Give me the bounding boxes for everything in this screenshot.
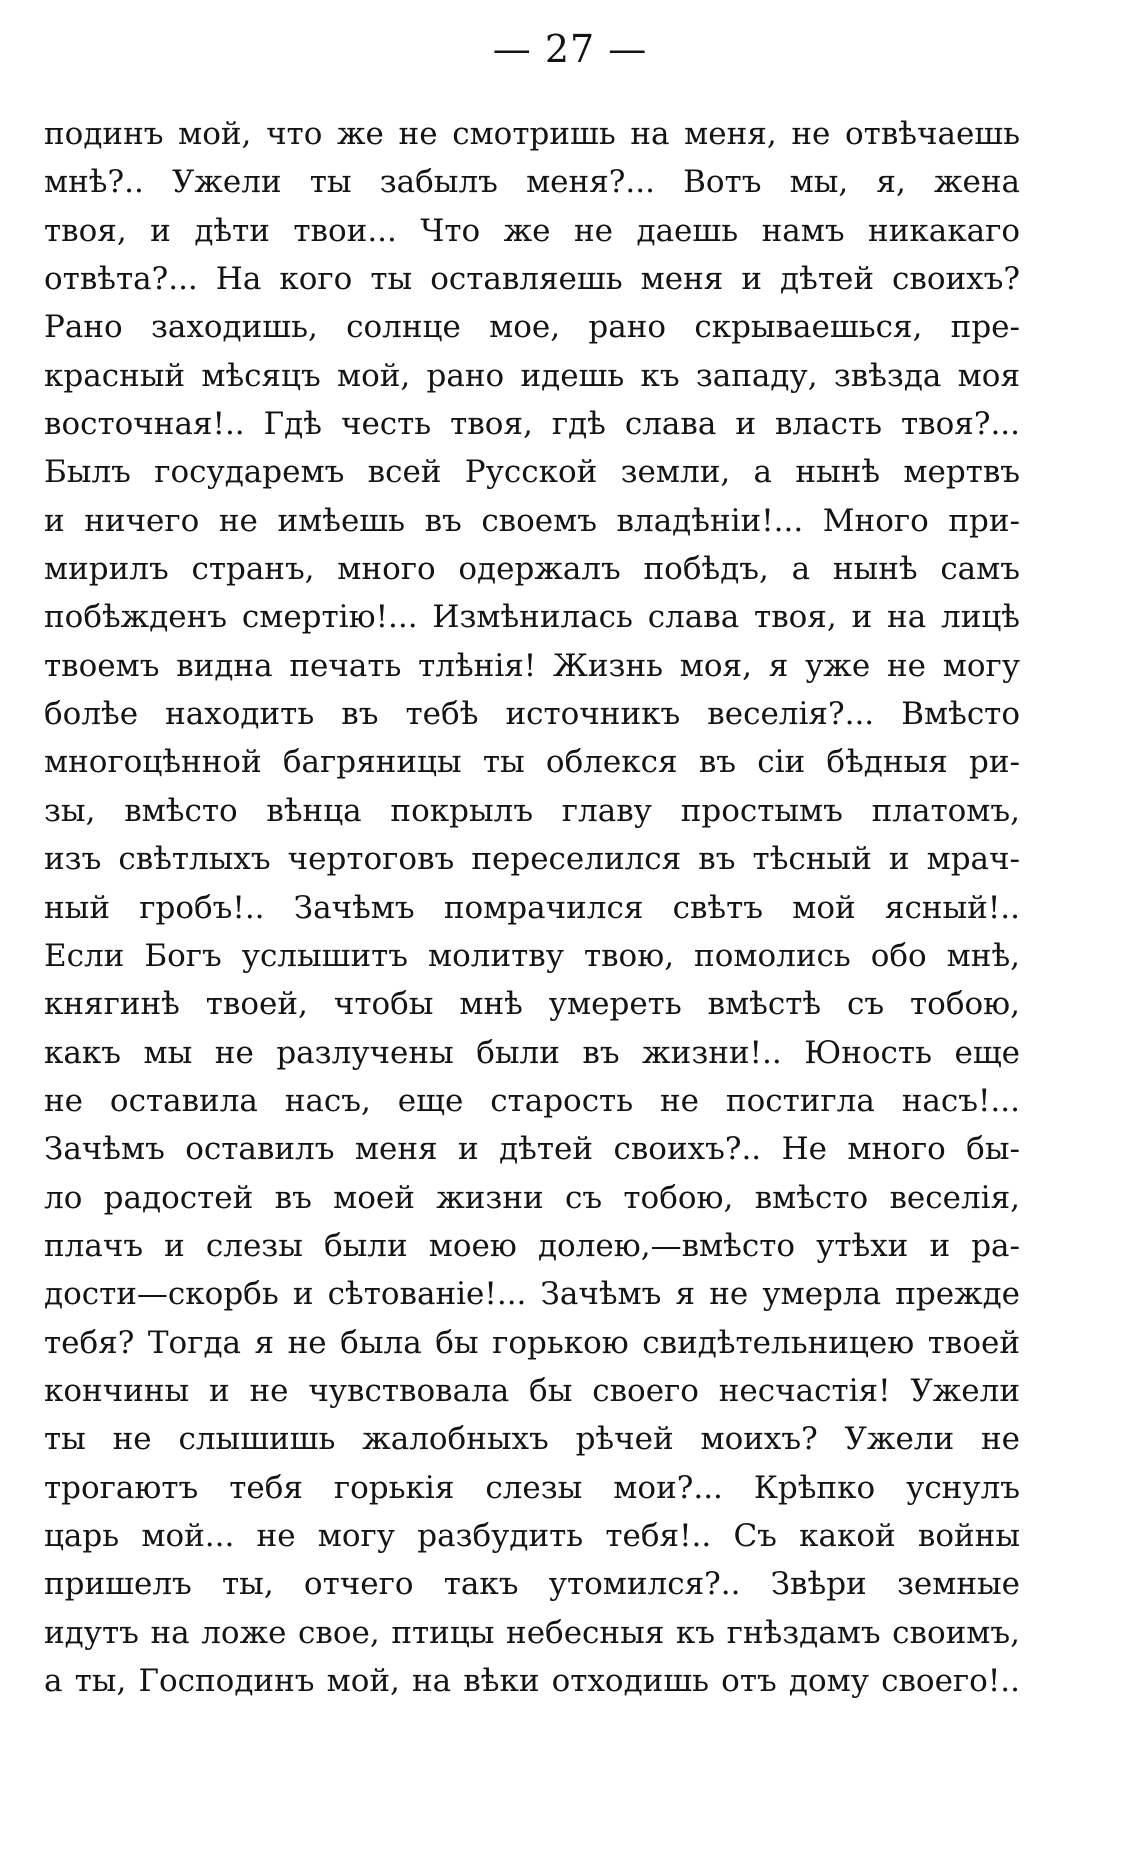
page-number: — 27 — [492,27,648,71]
text-line: красный мѣсяцъ мой, рано идешь къ западу, звѣзда моя [44,357,1020,394]
text-line: какъ мы не разлучены были въ жизни!.. Юность еще [44,1034,1020,1071]
text-line: ло радостей въ моей жизни съ тобою, вмѣсто веселія, [44,1179,1020,1216]
text-line: твоемъ видна печать тлѣнія! Жизнь моя, я уже не могу [44,647,1020,684]
text-line: зы, вмѣсто вѣнца покрылъ главу простымъ платомъ, [44,792,1020,829]
text-line: отвѣта?... На кого ты оставляешь меня и дѣтей своихъ? [44,261,1020,298]
text-line: идутъ на ложе свое, птицы небесныя къ гнѣздамъ своимъ, [44,1614,1020,1651]
text-line: Если Богъ услышитъ молитву твою, помолись обо мнѣ, [44,937,1020,974]
text-line: побѣжденъ смертію!... Измѣнилась слава твоя, и на лицѣ [44,599,1020,636]
text-line: пришелъ ты, отчего такъ утомился?.. Звѣри земные [44,1566,1020,1603]
text-line: царь мой... не могу разбудить тебя!.. Съ какой войны [44,1517,1020,1554]
text-line: ный гробъ!.. Зачѣмъ помрачился свѣтъ мой ясный!.. [44,889,1020,926]
text-line: и ничего не имѣешь въ своемъ владѣніи!... Много при- [44,502,1020,539]
text-line: тебя? Тогда я не была бы горькою свидѣтельницею твоей [44,1324,1020,1361]
text-line: Рано заходишь, солнце мое, рано скрываешься, пре- [44,309,1020,346]
text-line: твоя, и дѣти твои... Что же не даешь намъ никакаго [44,212,1020,249]
text-line: а ты, Господинъ мой, на вѣки отходишь отъ дому своего!.. [44,1663,1020,1699]
text-line: кончины и не чувствовала бы своего несчастія! Ужели [44,1372,1020,1409]
text-line: трогаютъ тебя горькія слезы мои?... Крѣпко уснулъ [44,1469,1020,1506]
text-line: восточная!.. Гдѣ честь твоя, гдѣ слава и власть твоя?... [44,406,1020,443]
text-line: княгинѣ твоей, чтобы мнѣ умереть вмѣстѣ съ тобою, [44,986,1020,1023]
text-line: болѣе находить въ тебѣ источникъ веселія?... Вмѣсто [44,696,1020,733]
text-line: подинъ мой, что же не смотришь на меня, не отвѣчаешь [44,116,1020,152]
text-line: изъ свѣтлыхъ чертоговъ переселился въ тѣсный и мрач- [44,841,1020,878]
text-line: плачъ и слезы были моею долею,—вмѣсто утѣхи и ра- [44,1227,1020,1264]
text-line: не оставила насъ, еще старость не постигла насъ!... [44,1082,1020,1119]
text-line: ты не слышишь жалобныхъ рѣчей моихъ? Ужели не [44,1421,1020,1458]
text-line: мирилъ странъ, много одержалъ побѣдъ, а нынѣ самъ [44,551,1020,588]
body-text [44,110,1020,1705]
text-line: дости—скорбь и сѣтованіе!... Зачѣмъ я не умерла прежде [44,1276,1020,1313]
text-line: Былъ государемъ всей Русской земли, а нынѣ мертвъ [44,454,1020,491]
text-line: многоцѣнной багряницы ты облекся въ сіи бѣдныя ри- [44,744,1020,781]
text-line: мнѣ?.. Ужели ты забылъ меня?... Вотъ мы, я, жена [44,164,1020,201]
text-line: Зачѣмъ оставилъ меня и дѣтей своихъ?.. Не много бы- [44,1131,1020,1168]
